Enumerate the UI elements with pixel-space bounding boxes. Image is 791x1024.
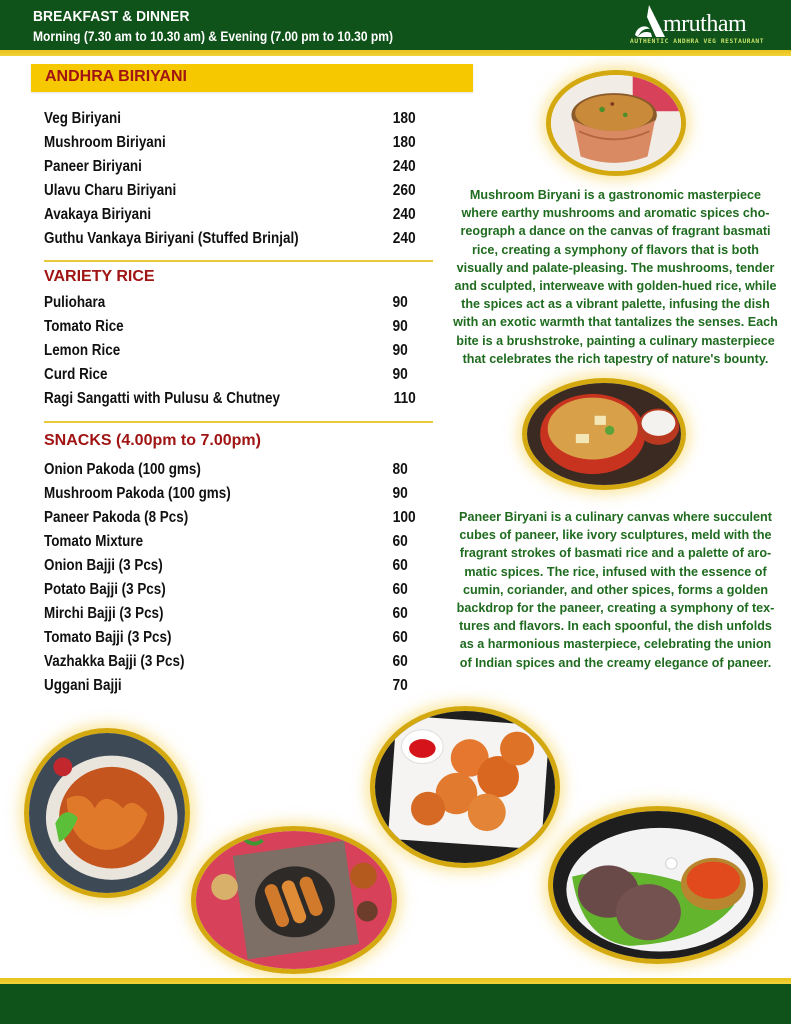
item-name: Veg Biriyani	[44, 110, 121, 127]
item-name: Guthu Vankaya Biriyani (Stuffed Brinjal)	[44, 230, 299, 247]
menu-item	[44, 318, 416, 342]
section-title-snacks: SNACKS (4.00pm to 7.00pm)	[44, 432, 261, 449]
paneer-bowl-icon	[527, 383, 681, 485]
description-line: with an exotic warmth that tantalizes the senses. Each	[453, 315, 778, 330]
item-name: Puliohara	[44, 294, 106, 311]
section-title: ANDHRA BIRIYANI	[45, 68, 187, 85]
description-line: cubes of paneer, like ivory sculptures, meld with the	[459, 528, 772, 543]
brand-name: mrutham	[663, 11, 747, 37]
item-price: 180	[393, 110, 416, 127]
item-name: Avakaya Biriyani	[44, 206, 152, 223]
description-line: the spices act as a vibrant palette, infusing the dish	[461, 297, 770, 312]
pakoda-platter-icon	[375, 711, 555, 863]
menu-item	[44, 206, 416, 230]
menu-item	[44, 581, 416, 605]
item-price: 90	[392, 294, 408, 311]
menu-item	[44, 182, 416, 206]
biryani-bowl-icon	[551, 75, 681, 171]
description-line: reograph a dance on the canvas of fragrant basmati	[460, 224, 771, 239]
item-price: 60	[392, 653, 408, 670]
item-name: Tomato Bajji (3 Pcs)	[44, 629, 172, 646]
item-name: Lemon Rice	[44, 342, 121, 359]
item-name: Onion Pakoda (100 gms)	[44, 461, 201, 478]
paneer-biryani-photo	[522, 378, 686, 490]
menu-item	[44, 485, 416, 509]
menu-item	[44, 629, 416, 653]
menu-item	[44, 294, 416, 318]
item-price: 60	[392, 605, 408, 622]
section-divider	[44, 421, 433, 423]
item-name: Paneer Pakoda (8 Pcs)	[44, 509, 189, 526]
item-name: Mushroom Biriyani	[44, 134, 166, 151]
paneer-biryani-description	[444, 508, 787, 672]
description-line: Paneer Biryani is a culinary canvas where succulent	[459, 510, 772, 524]
brand-logo	[628, 2, 788, 48]
item-price: 180	[393, 134, 416, 151]
item-price: 60	[392, 581, 408, 598]
brand-tagline: AUTHENTIC ANDHRA VEG RESTAURANT	[630, 38, 765, 45]
item-price: 90	[392, 485, 408, 502]
menu-item	[44, 509, 416, 533]
item-price: 90	[392, 342, 408, 359]
item-price: 240	[393, 158, 416, 175]
item-name: Ulavu Charu Biriyani	[44, 182, 177, 199]
description-line: bite is a brushstroke, painting a culinary masterpiece	[456, 333, 775, 348]
header-gold-stripe	[0, 50, 791, 56]
logo-a-icon	[632, 4, 666, 38]
menu-title: BREAKFAST & DINNER	[33, 8, 190, 25]
item-price: 60	[392, 533, 408, 550]
menu-item	[44, 390, 416, 414]
item-name: Tomato Rice	[44, 318, 124, 335]
menu-item	[44, 230, 416, 254]
item-name: Uggani Bajji	[44, 677, 122, 694]
ragi-balls-icon	[553, 811, 763, 959]
menu-item	[44, 366, 416, 390]
item-name: Mirchi Bajji (3 Pcs)	[44, 605, 164, 622]
item-price: 100	[393, 509, 416, 526]
item-price: 110	[393, 390, 416, 407]
description-line: matic spices. The rice, infused with the essence of	[464, 564, 767, 579]
description-line: fragrant strokes of basmati rice and a palette of aro-	[459, 546, 772, 561]
description-line: cumin, coriander, and other spices, forms a golden	[462, 582, 769, 597]
item-price: 70	[392, 677, 408, 694]
item-name: Tomato Mixture	[44, 533, 144, 550]
ragi-sangatti-photo	[548, 806, 768, 964]
description-line: and sculpted, interweave with golden-hued rice, while	[454, 279, 777, 294]
menu-item	[44, 533, 416, 557]
description-line: backdrop for the paneer, creating a symphony of tex-	[456, 601, 775, 616]
snacks-list	[44, 461, 416, 701]
section-divider	[44, 260, 433, 262]
item-price: 90	[392, 318, 408, 335]
onion-pakoda-photo	[24, 728, 190, 898]
description-line: that celebrates the rich tapestry of nature's bounty.	[462, 351, 769, 366]
menu-item	[44, 557, 416, 581]
andhra-biriyani-list	[44, 110, 416, 254]
description-line: visually and palate-pleasing. The mushrooms, tender	[456, 260, 775, 275]
menu-item	[44, 653, 416, 677]
item-price: 90	[392, 366, 408, 383]
description-line: Mushroom Biryani is a gastronomic masterpiece	[469, 188, 762, 202]
description-line: of Indian spices and the creamy elegance of paneer.	[459, 655, 772, 670]
section-title-variety-rice: VARIETY RICE	[44, 268, 155, 285]
item-name: Mushroom Pakoda (100 gms)	[44, 485, 231, 502]
item-price: 240	[393, 230, 416, 247]
item-name: Ragi Sangatti with Pulusu & Chutney	[44, 390, 280, 407]
description-line: where earthy mushrooms and aromatic spices cho-	[461, 206, 770, 221]
item-price: 260	[393, 182, 416, 199]
service-hours: Morning (7.30 am to 10.30 am) & Evening (7.00 pm to 10.30 pm)	[33, 28, 393, 44]
header-bar	[0, 0, 791, 50]
mushroom-biryani-photo	[546, 70, 686, 176]
menu-item	[44, 134, 416, 158]
description-line: tures and flavors. In each spoonful, the dish unfolds	[459, 619, 772, 634]
item-name: Onion Bajji (3 Pcs)	[44, 557, 163, 574]
item-name: Paneer Biriyani	[44, 158, 142, 175]
section-banner-andhra-biriyani	[31, 64, 473, 92]
menu-item	[44, 605, 416, 629]
mushroom-biryani-description	[444, 186, 787, 368]
pakoda-plate-icon	[29, 733, 185, 893]
item-name: Vazhakka Bajji (3 Pcs)	[44, 653, 185, 670]
mirchi-bajji-photo	[191, 826, 397, 974]
item-name: Potato Bajji (3 Pcs)	[44, 581, 166, 598]
item-price: 80	[392, 461, 408, 478]
bajji-skillet-icon	[196, 831, 392, 969]
description-line: as a harmonious masterpiece, celebrating the union	[459, 637, 772, 652]
menu-item	[44, 342, 416, 366]
menu-item	[44, 461, 416, 485]
paneer-pakoda-photo	[370, 706, 560, 868]
variety-rice-list	[44, 294, 416, 414]
item-name: Curd Rice	[44, 366, 108, 383]
menu-item	[44, 110, 416, 134]
footer-bar	[0, 984, 791, 1024]
menu-item	[44, 158, 416, 182]
description-line: rice, creating a symphony of flavors that is both	[472, 242, 759, 257]
item-price: 60	[392, 629, 408, 646]
menu-item	[44, 677, 416, 701]
item-price: 60	[392, 557, 408, 574]
item-price: 240	[393, 206, 416, 223]
